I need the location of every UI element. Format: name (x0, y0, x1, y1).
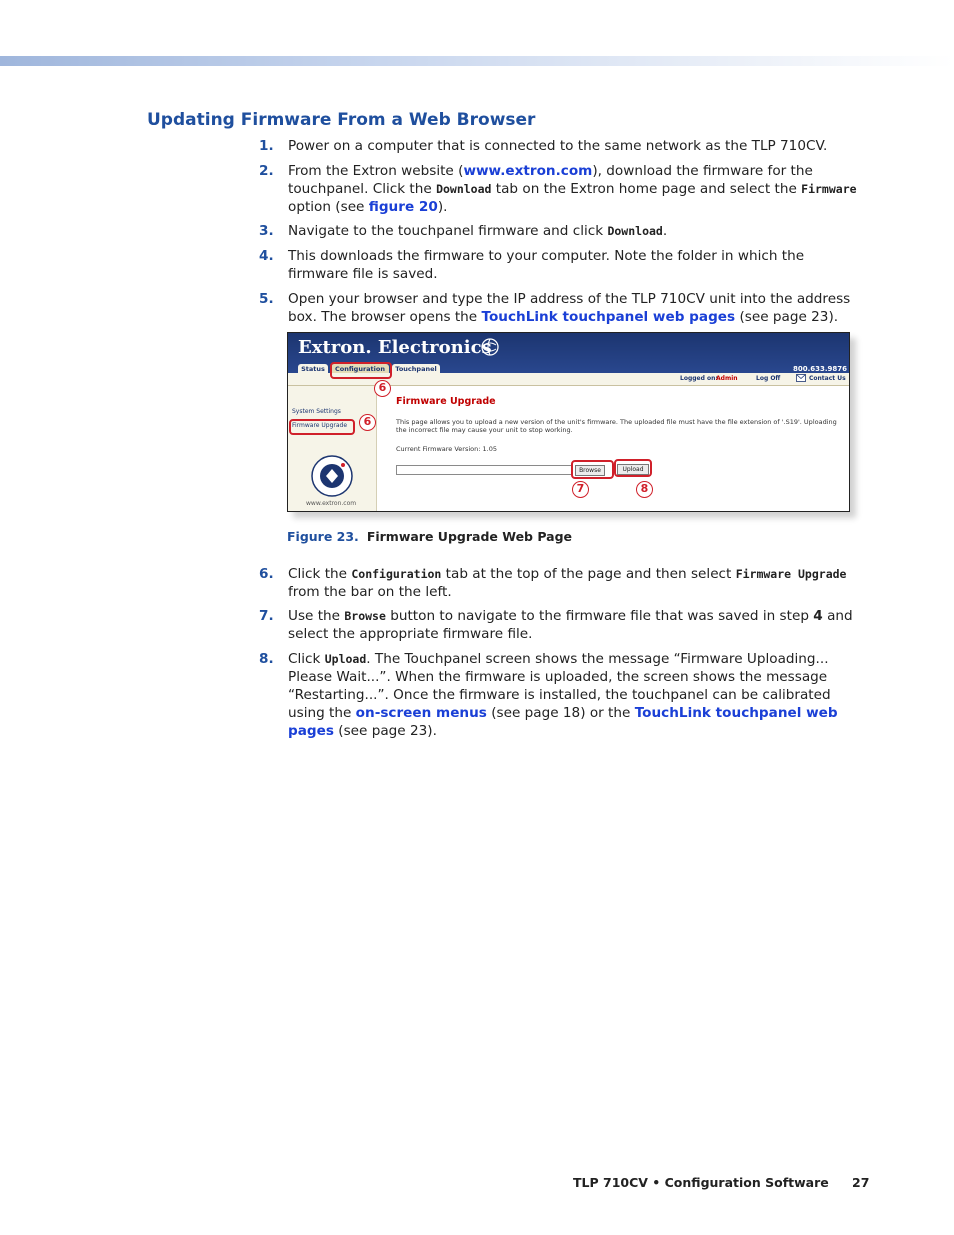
logged-on-user: Admin (716, 375, 738, 382)
service-seal-icon (310, 454, 354, 498)
step-3 (259, 222, 859, 240)
step-text: ), download the firmware for the touchpanel. Click the (288, 163, 813, 197)
figure-caption (287, 529, 572, 544)
firmware-upgrade-description: This page allows you to upload a new version of the unit's firmware. The uploaded file must have the file extension of '.S19'. Uploading the incorrect file may cause your unit to stop working. (396, 418, 837, 434)
browse-button[interactable]: Browse (575, 465, 605, 476)
step-text: Click the (288, 566, 352, 582)
highlight-browse-button (571, 460, 614, 479)
step-text: ). (437, 199, 448, 215)
envelope-icon (796, 374, 806, 382)
highlight-configuration-tab (330, 362, 392, 379)
step-text: Power on a computer that is connected to the same network as the TLP 710CV. (288, 138, 828, 154)
step-text: (see page 23). (333, 723, 437, 739)
sidebar-url: www.extron.com (306, 500, 357, 507)
step-1 (259, 137, 859, 155)
logged-on-label: Logged on: (680, 375, 718, 382)
firmware-upgrade-title: Firmware Upgrade (396, 396, 496, 407)
firmware-upgrade-screenshot (287, 332, 850, 512)
step-text: From the Extron website ( (288, 163, 464, 179)
step-8 (259, 650, 859, 740)
page-number: 27 (852, 1175, 870, 1190)
step-text: and select the appropriate firmware file. (288, 608, 853, 642)
sidebar-item-system-settings[interactable]: System Settings (292, 408, 341, 415)
upload-button[interactable]: Upload (617, 464, 649, 475)
step-5 (259, 290, 859, 326)
touchlink-web-pages-link[interactable]: TouchLink touchpanel web pages (481, 309, 736, 325)
step-number: 4. (259, 248, 274, 264)
figure-number: Figure 23. (287, 529, 359, 544)
step-7 (259, 607, 859, 643)
firmware-upgrade-label: Firmware Upgrade (735, 567, 847, 581)
extron-logo-text: Extron. Electronics (298, 337, 492, 358)
current-firmware-version: Current Firmware Version: 1.05 (396, 445, 497, 453)
firmware-option-label: Firmware (801, 182, 857, 196)
step-number: 5. (259, 291, 274, 307)
sidebar-item-firmware-upgrade[interactable]: Firmware Upgrade (292, 422, 348, 429)
phone-number: 800.633.9876 (792, 365, 847, 373)
callout-8-upload: 8 (636, 481, 653, 498)
globe-icon (480, 337, 500, 357)
screenshot-sidebar (288, 386, 377, 511)
log-off-link[interactable]: Log Off (756, 375, 781, 382)
footer-title: TLP 710CV • Configuration Software (573, 1175, 829, 1190)
step-6 (259, 565, 859, 601)
step-text: This downloads the firmware to your computer. Note the folder in which the firmware file is saved. (288, 248, 805, 282)
step-number: 8. (259, 651, 274, 667)
callout-6-configuration: 6 (374, 380, 391, 397)
step-text: Use the (288, 608, 345, 624)
step-text: option (see (288, 199, 369, 215)
step-text: . The Touchpanel screen shows the message “Firmware Uploading... Please Wait...”. When the firmware is uploaded, the screen shows the message “Restarting...”. Once the firmware is installed, the touchpanel can be calibrated using the (288, 651, 831, 721)
browse-label: Browse (344, 609, 386, 623)
step-text: tab on the Extron home page and select the (491, 181, 802, 197)
tab-configuration[interactable]: Configuration (331, 364, 389, 374)
step-2 (259, 162, 859, 216)
step-text: tab at the top of the page and then select (441, 566, 736, 582)
step-text: (see page 18) or the (486, 705, 635, 721)
header-gradient-bar (0, 56, 954, 66)
download-label: Download (607, 224, 663, 238)
configuration-label: Configuration (351, 567, 442, 581)
touchlink-web-pages-link[interactable]: TouchLink touchpanel web pages (288, 705, 838, 739)
step-number: 3. (259, 223, 274, 239)
tab-status[interactable]: Status (298, 364, 328, 374)
step-number: 7. (259, 608, 274, 624)
tab-touchpanel[interactable]: Touchpanel (392, 364, 440, 374)
step-number: 1. (259, 138, 274, 154)
section-heading: Updating Firmware From a Web Browser (147, 110, 536, 130)
callout-7-browse: 7 (572, 481, 589, 498)
step-number: 6. (259, 566, 274, 582)
firmware-file-input[interactable] (396, 465, 572, 475)
step-number: 2. (259, 163, 274, 179)
extron-website-link[interactable]: www.extron.com (463, 163, 593, 179)
highlight-firmware-upgrade-item (289, 419, 355, 435)
step-text: Navigate to the touchpanel firmware and click (288, 223, 608, 239)
step-text: . (662, 223, 668, 239)
upload-label: Upload (324, 652, 367, 666)
figure-20-link[interactable]: figure 20 (368, 199, 438, 215)
step-text: Click (288, 651, 325, 667)
callout-6-firmware-upgrade: 6 (359, 414, 376, 431)
contact-us-link[interactable]: Contact Us (809, 375, 846, 382)
figure-title: Firmware Upgrade Web Page (366, 529, 573, 544)
download-tab-label: Download (436, 182, 492, 196)
step-text: button to navigate to the firmware file that was saved in step (385, 608, 814, 624)
step-4 (259, 247, 859, 283)
highlight-upload-button (614, 459, 652, 477)
on-screen-menus-link[interactable]: on-screen menus (355, 705, 487, 721)
step-text: from the bar on the left. (288, 584, 452, 600)
step-reference: 4 (813, 608, 823, 624)
step-text: (see page 23). (735, 309, 839, 325)
step-text: Open your browser and type the IP address of the TLP 710CV unit into the address box. The browser opens the (288, 291, 851, 325)
